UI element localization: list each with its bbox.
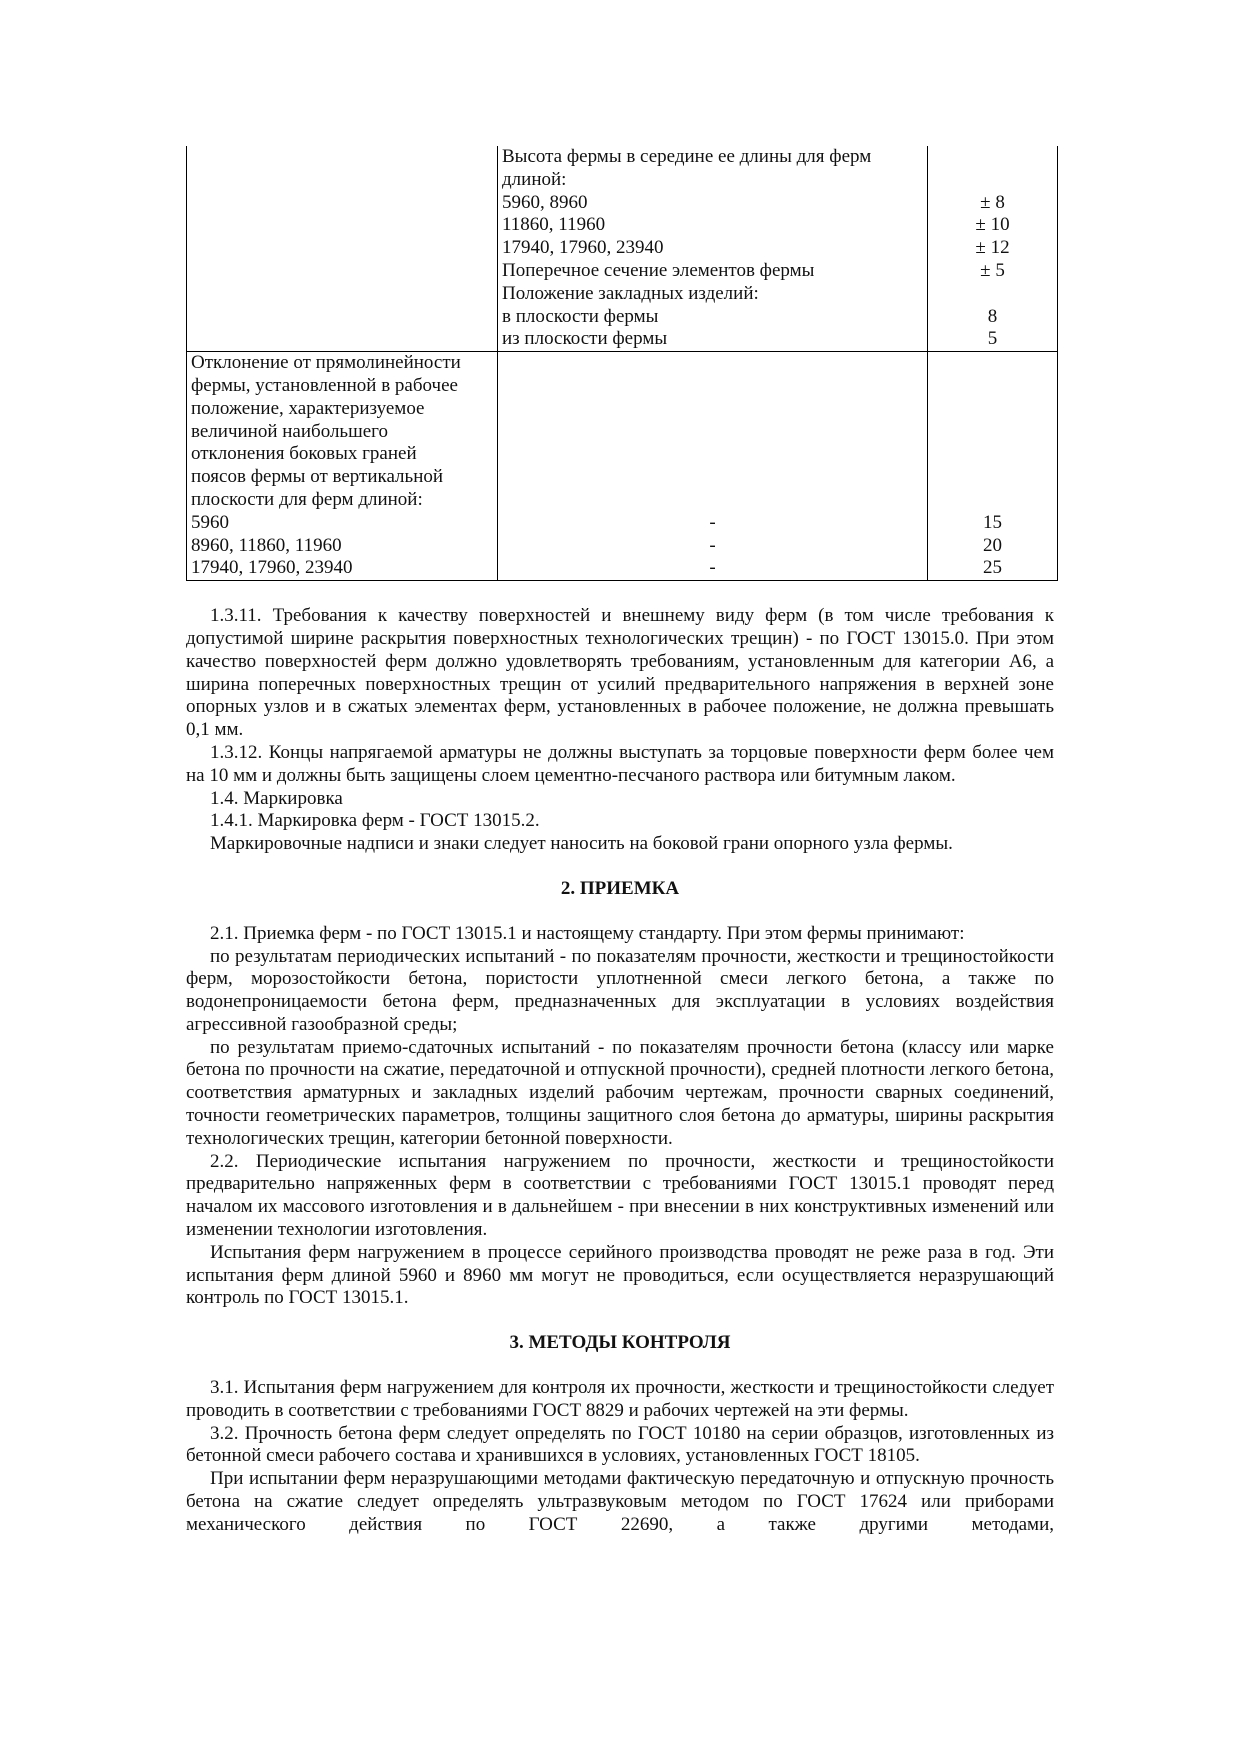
table-row — [187, 146, 1058, 352]
section-subheading: 1.4. Маркировка — [210, 787, 343, 809]
paragraph: При испытании ферм неразрушающими методами фактическую передаточную и отпускную прочность бетона на сжатие следует определять ультразвуковым методом по ГОСТ 17624 или приборами механического действия по ГОСТ 22690, а также другими методами, — [186, 1468, 1054, 1535]
table-cell-tolerance: ± 8 ± 10 ± 12 ± 5 8 5 — [928, 146, 1058, 352]
paragraph: 2.2. Периодические испытания нагружением по прочности, жесткости и трещиностойкости предварительно напряженных ферм в соответствии с требованиями ГОСТ 13015.1 проводят перед началом их массового изготовления и в дальнейшем - при внесении в них конструктивных изменений или изменении технологии изготовления. — [186, 1150, 1054, 1241]
paragraph: 3.2. Прочность бетона ферм следует определять по ГОСТ 10180 на серии образцов, изготовленных из бетонной смеси рабочего состава и хранившихся в условиях, установленных ГОСТ 18105. — [186, 1422, 1054, 1467]
paragraph: 1.4.1. Маркировка ферм - ГОСТ 13015.2. — [210, 810, 540, 832]
paragraph: Испытания ферм нагружением в процессе серийного производства проводят не реже раза в год. Эти испытания ферм длиной 5960 и 8960 мм могут не проводиться, если осуществляется неразрушающий контроль по ГОСТ 13015.1. — [186, 1241, 1054, 1309]
table-cell-description: Высота фермы в середине ее длины для ферм длиной: 5960, 8960 11860, 11960 17940, 17960, 23940 Поперечное сечение элементов фермы Положение закладных изделий: в плоскости фермы из плоскости фермы — [498, 146, 928, 352]
paragraph: Маркировочные надписи и знаки следует наносить на боковой грани опорного узла фермы. — [210, 833, 953, 855]
paragraph: 2.1. Приемка ферм - по ГОСТ 13015.1 и настоящему стандарту. При этом фермы принимают: — [210, 922, 965, 944]
table-cell-parameter: Отклонение от прямолинейности фермы, установленной в рабочее положение, характеризуемое величиной наибольшего отклонения боковых граней поясов фермы от вертикальной плоскости для ферм длиной: 5960 8960, 11860, 11960 17940, 17960, 23940 — [187, 352, 498, 581]
paragraph: по результатам периодических испытаний - по показателям прочности, жесткости и трещиностойкости ферм, морозостойкости бетона, пористости уплотненной смеси легкого бетона, а также по водонепроницаемости бетона ферм, предназначенных для эксплуатации в условиях воздействия агрессивной газообразной среды; — [186, 945, 1054, 1035]
document-body — [186, 605, 1054, 1536]
table-cell-tolerance: 15 20 25 — [928, 352, 1058, 581]
paragraph: по результатам приемо-сдаточных испытаний - по показателям прочности бетона (классу или марке бетона по прочности на сжатие, передаточной и отпускной прочности), средней плотности легкого бетона, соответствия арматурных и закладных изделий рабочим чертежам, прочности сварных соединений, точности геометрических параметров, толщины защитного слоя бетона до арматуры, ширины раскрытия технологических трещин, категории бетонной поверхности. — [186, 1036, 1054, 1149]
deviation-table — [186, 146, 1058, 581]
section-heading: 2. ПРИЕМКА — [560, 877, 680, 899]
table-cell-description: - - - — [498, 352, 928, 581]
section-heading: 3. МЕТОДЫ КОНТРОЛЯ — [509, 1332, 731, 1354]
paragraph: 1.3.12. Концы напрягаемой арматуры не должны выступать за торцовые поверхности ферм более чем на 10 мм и должны быть защищены слоем цементно-песчаного раствора или битумным лаком. — [186, 741, 1054, 786]
table-row — [187, 352, 1058, 581]
paragraph: 1.3.11. Требования к качеству поверхностей и внешнему виду ферм (в том числе требования к допустимой ширине раскрытия поверхностных технологических трещин) - по ГОСТ 13015.0. При этом качество поверхностей ферм должно удовлетворять требованиям, установленным для категории А6, а ширина поперечных поверхностных трещин от усилий предварительного напряжения в верхней зоне опорных узлов и в сжатых элементах ферм, установленных в рабочее положение, не должна превышать 0,1 мм. — [186, 605, 1054, 741]
document-page — [186, 146, 1054, 1537]
table-cell-parameter — [187, 146, 498, 352]
paragraph: 3.1. Испытания ферм нагружением для контроля их прочности, жесткости и трещиностойкости следует проводить в соответствии с требованиями ГОСТ 8829 и рабочих чертежей на эти фермы. — [186, 1377, 1054, 1421]
